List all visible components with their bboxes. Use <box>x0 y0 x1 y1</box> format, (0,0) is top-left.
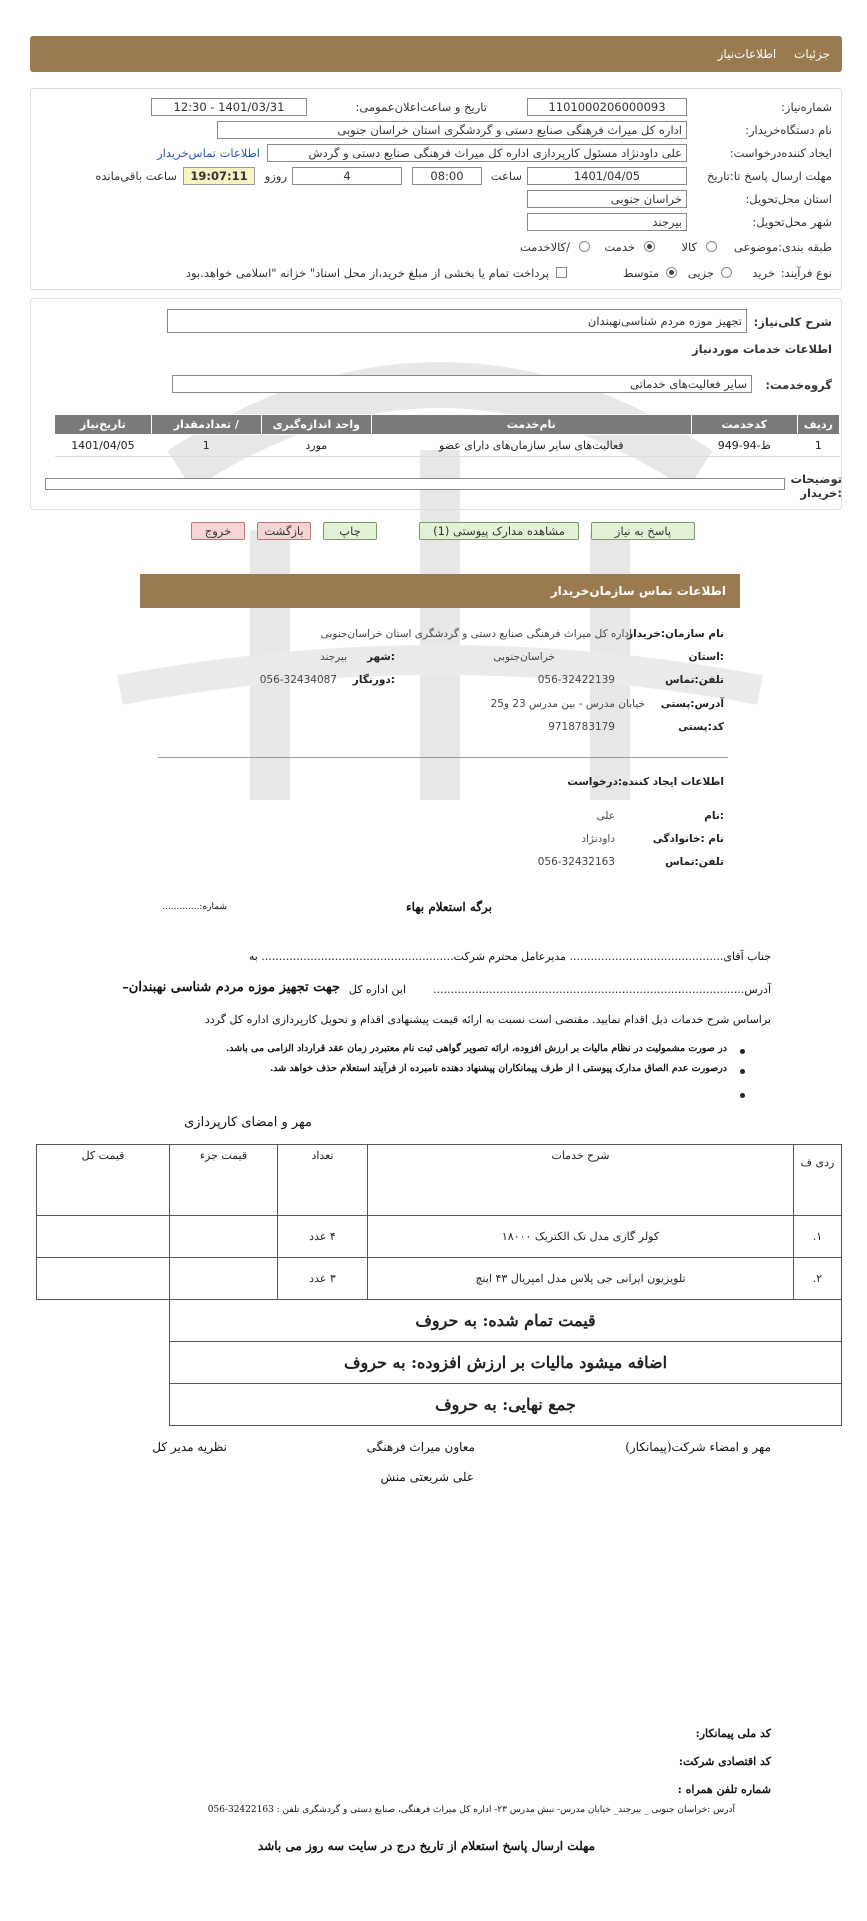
buyer-contact-link[interactable]: اطلاعات تماس‌خریدار <box>157 146 260 160</box>
name-label: :نام <box>704 810 724 822</box>
price-col-qty: تعداد <box>278 1145 368 1216</box>
org-value: اداره کل میراث فرهنگی صنایع دستی و گردشگری استان خراسان‌جنوبی <box>320 628 632 640</box>
doc-purpose: جهت تجهیز موزه مردم شناسی نهبندان– <box>122 980 340 995</box>
city-field: بیرجند <box>527 213 687 231</box>
need-number-label: شماره‌نیاز: <box>781 100 832 114</box>
mobile-number: شماره تلفن همراه : <box>677 1783 771 1796</box>
address-label: آدرس:پستی <box>660 698 724 710</box>
province-label: استان محل‌تحویل: <box>745 192 832 206</box>
province-field: خراسان جنوبی <box>527 190 687 208</box>
org-label: نام سازمان:خریدار <box>627 628 724 640</box>
treasury-checkbox[interactable] <box>556 267 567 278</box>
postal-value: 9718783179 <box>548 721 615 733</box>
family-label: نام :خانوادگی <box>652 833 724 845</box>
deadline-note: مهلت ارسال پاسخ استعلام از تاریخ درج در سایت سه روز می باشد <box>257 1839 595 1853</box>
col-qty: / تعداد‌مقدار <box>151 415 261 435</box>
remaining-label: ساعت باقی‌مانده <box>95 169 177 183</box>
exit-button[interactable]: خروج <box>191 522 245 540</box>
bullet-1 <box>740 1049 745 1054</box>
city-label: شهر محل‌تحویل: <box>752 215 832 229</box>
deadline-time-label: ساعت <box>490 169 522 183</box>
creator-phone-label: تلفن:تماس <box>665 856 724 868</box>
summary-title-field: تجهیز موزه مردم شناسی‌نهبندان <box>167 309 747 333</box>
price-col-total: قیمت کل <box>37 1145 170 1216</box>
creator-phone-value: 056-32432163 <box>537 856 615 868</box>
doc-note-2: درصورت عدم الصاق مدارک پیوستی ا از طرف پیمانکاران پیشنهاد دهنده نامبرده از فرآیند استعلام حذف خواهد شد. <box>270 1063 727 1074</box>
process-label: نوع فرآیند: <box>780 266 832 280</box>
group-label: گروه‌خدمت: <box>765 378 832 392</box>
doc-body: براساس شرح خدمات ذیل اقدام نمایید. مقتضی است نسبت به ارائه قیمت پیشنهادی اقدام و تحویل کارپردازی اداره کل گردد <box>204 1013 771 1026</box>
vat-words: اضافه میشود مالیات بر ارزش افزوده: به حروف <box>170 1342 842 1384</box>
tab-details[interactable]: جزئیات <box>794 47 830 61</box>
doc-stamp: مهر و امضای کارپردازی <box>184 1115 312 1130</box>
phone-value: 056-32422139 <box>537 674 615 686</box>
doc-address-line: آدرس......................................................................................... <box>433 983 771 996</box>
address-value: خیابان مدرس - بین مدرس 23 و25 <box>490 698 645 710</box>
col-unit: واحد اندازه‌گیری <box>261 415 371 435</box>
radio-goods[interactable] <box>706 241 717 252</box>
reply-button[interactable]: پاسخ به نیاز <box>591 522 695 540</box>
days-label: روزو <box>264 169 287 183</box>
sig-deputy-name: علی شریعتی منش <box>380 1470 474 1484</box>
contact-divider <box>158 757 728 758</box>
days-field: 4 <box>292 167 402 185</box>
price-col-row: ردی ف <box>794 1145 842 1216</box>
radio-goods-service[interactable] <box>579 241 590 252</box>
radio-service[interactable] <box>644 241 655 252</box>
economic-code: کد اقتصادی شرکت: <box>678 1755 771 1768</box>
col-row: ردیف <box>797 415 839 435</box>
fax-label: :دورنگار <box>352 674 395 686</box>
tab-need-info[interactable]: اطلاعات‌نیاز <box>717 47 777 61</box>
creator-title: اطلاعات ایجاد کننده:درخواست <box>567 776 724 788</box>
radio-goods-label: کالا <box>681 240 697 254</box>
tab-bar <box>30 36 842 72</box>
price-col-desc: شرح خدمات <box>368 1145 794 1216</box>
buyer-field: اداره کل میراث فرهنگی صنایع دستی و گردشگری استان خراسان جنوبی <box>217 121 687 139</box>
city-contact-label: :شهر <box>367 651 395 663</box>
buyer-note-field <box>45 478 785 490</box>
city-contact-value: بیرجند <box>319 651 347 663</box>
attachments-button[interactable]: مشاهده مدارک پیوستی (1) <box>419 522 579 540</box>
creator-field: علی داودنژاد مسئول کارپردازی اداره کل میراث فرهنگی صنایع دستی و گردش <box>267 144 687 162</box>
price-row: ١. کولر گازی مدل تک الکتریک ۱۸۰۰۰ ۴ عدد <box>37 1216 842 1258</box>
need-info-panel <box>30 88 842 290</box>
doc-office: این اداره کل <box>343 983 412 996</box>
price-row: ٢. تلویزیون ایرانی جی پلاس مدل امپریال ۴۳ اینچ ۳ عدد <box>37 1258 842 1300</box>
bullet-2 <box>740 1069 745 1074</box>
postal-label: کد:پستی <box>678 721 724 733</box>
footer-address: آدرس :خراسان جنوبی _ بیرجند_ خیابان مدرس- نبش مدرس ۲۳- اداره کل میراث فرهنگی، صنایع دستی و گردشگری تلفن : 32422163-056 <box>207 1805 735 1815</box>
col-name: نام‌خدمت <box>371 415 691 435</box>
print-button[interactable]: چاپ <box>323 522 377 540</box>
category-label: طبقه بندی:موضوعی <box>733 240 832 254</box>
radio-partial-label: جزیی <box>687 266 714 280</box>
fax-value: 056-32434087 <box>259 674 337 686</box>
deadline-date-field: 1401/04/05 <box>527 167 687 185</box>
name-value: علی <box>596 810 615 822</box>
doc-title: برگه استعلام بهاء <box>405 900 492 914</box>
sig-deputy: معاون میراث فرهنگی <box>366 1440 475 1454</box>
announce-field: 1401/03/31 - 12:30 <box>151 98 307 116</box>
services-table <box>54 414 840 457</box>
grand-total-words: جمع نهایی: به حروف <box>170 1384 842 1426</box>
contact-bar: اطلاعات تماس سازمان‌خریدار <box>140 574 740 608</box>
announce-label: تاریخ و ساعت‌اعلان‌عمومی: <box>355 100 487 114</box>
col-date: تاریخ‌نیاز <box>55 415 152 435</box>
doc-salute: جناب آقای............................................ مدیرعامل محترم شرکت....................................................... به <box>248 950 771 963</box>
radio-minor[interactable] <box>721 267 732 278</box>
radio-medium-label: متوسط <box>622 266 659 280</box>
prov-label: :استان <box>688 651 724 663</box>
creator-label: ایجاد کننده‌درخواست: <box>729 146 832 160</box>
family-value: داودنژاد <box>581 833 615 845</box>
total-words: قیمت تمام شده: به حروف <box>170 1300 842 1342</box>
services-heading: اطلاعات خدمات موردنیاز <box>692 342 832 356</box>
deadline-label: مهلت ارسال پاسخ تا:تاریخ <box>707 169 832 183</box>
doc-number: شماره:............. <box>162 902 227 912</box>
price-col-unit-price: قیمت جزء <box>170 1145 278 1216</box>
group-field: سایر فعالیت‌های خدماتی <box>172 375 752 393</box>
buyer-note-label: توضیحات :خریدار <box>790 472 842 500</box>
need-number-field: 1101000206000093 <box>527 98 687 116</box>
summary-title-label: شرح کلی‌نیاز: <box>753 315 832 329</box>
bullet-3 <box>740 1093 745 1098</box>
prov-value: خراسان‌جنوبی <box>493 651 555 663</box>
deadline-time-field: 08:00 <box>412 167 482 185</box>
remaining-time: 19:07:11 <box>183 167 255 185</box>
sig-contractor: مهر و امضاء شرکت(پیمانکار) <box>625 1440 771 1454</box>
radio-service-label: خدمت <box>604 240 635 254</box>
phone-label: تلفن:تماس <box>665 674 724 686</box>
buyer-label: نام دستگاه‌خریدار: <box>745 123 832 137</box>
payment-note: پرداخت تمام یا بخشی از مبلغ خرید،از محل اسناد" خزانه "اسلامی خواهد.بود <box>185 266 549 280</box>
sig-director: نظریه مدیر کل <box>152 1440 227 1454</box>
doc-note-1: در صورت مشمولیت در نظام مالیات بر ارزش افزوده، ارائه تصویر گواهی ثبت نام معتبردر زمان عقد قرارداد الزامی می باشد. <box>225 1043 727 1054</box>
table-row: 1 ط-94-949 فعالیت‌های سایر سازمان‌های دارای عضو مورد 1 1401/04/05 <box>55 435 840 457</box>
radio-medium[interactable] <box>666 267 677 278</box>
radio-goods-service-label: /کالاخدمت <box>519 240 570 254</box>
col-code: کدخدمت <box>691 415 797 435</box>
process-minor-label: خرید <box>752 266 775 280</box>
back-button[interactable]: بازگشت <box>257 522 311 540</box>
national-code: کد ملی پیمانکار: <box>695 1727 771 1740</box>
price-table <box>36 1144 842 1426</box>
